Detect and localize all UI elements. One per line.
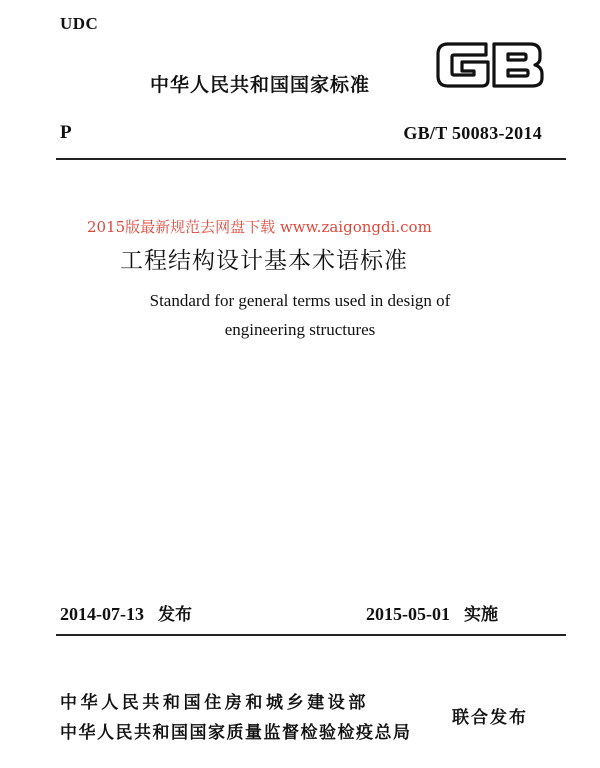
udc-label: UDC	[60, 14, 99, 33]
standard-number: GB/T 50083-2014	[403, 123, 542, 143]
issue-date: 2014-07-13	[60, 604, 144, 624]
publisher-line-1: 中华人民共和国住房和城乡建设部	[60, 693, 369, 713]
category-code: P	[60, 122, 72, 143]
publisher-line-2: 中华人民共和国国家质量监督检验检疫总局	[60, 723, 412, 743]
top-divider	[56, 158, 566, 160]
gb-logo-icon	[434, 40, 546, 90]
issue-label: 发布	[158, 605, 192, 625]
implement-date: 2015-05-01	[366, 604, 450, 624]
national-standard-title: 中华人民共和国国家标准	[150, 74, 371, 96]
title-english-line1: Standard for general terms used in design of	[149, 291, 451, 310]
title-english	[0, 286, 600, 344]
title-english-line2: engineering structures	[224, 320, 376, 339]
title-chinese: 工程结构设计基本术语标准	[120, 248, 408, 274]
joint-publish-label: 联合发布	[452, 708, 528, 728]
issue-date-block	[60, 600, 192, 625]
gb-logo	[434, 40, 546, 90]
implement-label: 实施	[464, 605, 498, 625]
bottom-divider	[56, 634, 566, 636]
implement-date-block	[366, 600, 498, 625]
watermark-text: 2015版最新规范去网盘下载 www.zaigongdi.com	[87, 218, 432, 236]
